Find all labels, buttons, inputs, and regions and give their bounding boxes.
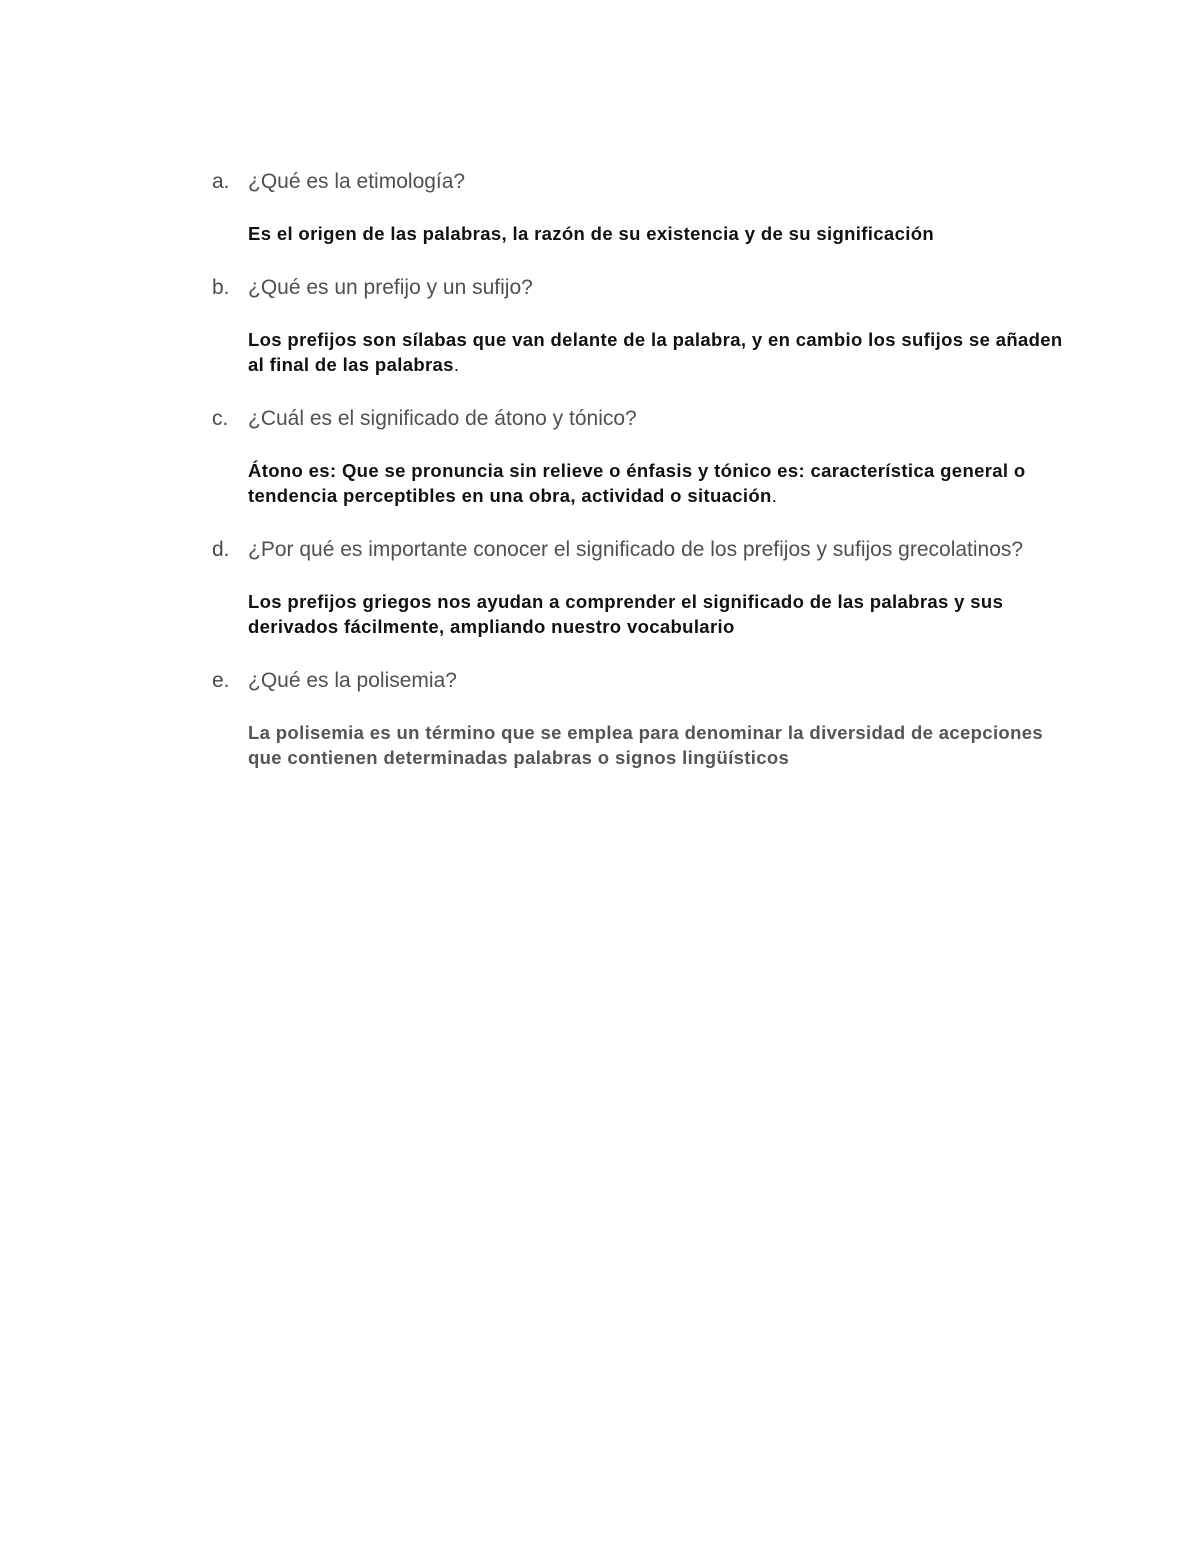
list-marker: d. <box>212 538 230 561</box>
list-marker: c. <box>212 407 229 430</box>
answer-body: Los prefijos griegos nos ayudan a comprender el significado de las palabras y sus derivados fácilmente, ampliando nuestro vocabulario <box>248 591 1004 637</box>
answer-period: . <box>771 485 778 506</box>
answer-text <box>248 221 1072 246</box>
answer-body: Átono es: Que se pronuncia sin relieve o énfasis y tónico es: característica general o tendencia perceptibles en una obra, actividad o situación <box>248 460 1026 506</box>
answer-body: Es el origen de las palabras, la razón de su existencia y de su significación <box>248 223 935 244</box>
question-text: ¿Cuál es el significado de átono y tónico? <box>248 407 637 430</box>
answer-period: . <box>453 354 460 375</box>
answer-text <box>248 327 1072 377</box>
list-marker: b. <box>212 276 230 299</box>
question-text: ¿Qué es la etimología? <box>248 170 466 193</box>
answer-body: La polisemia es un término que se emplea para denominar la diversidad de acepciones que contienen determinadas palabras o signos lingüísticos <box>248 722 1044 768</box>
list-marker: e. <box>212 669 230 692</box>
list-marker: a. <box>212 170 230 193</box>
question-item-b <box>212 274 1072 377</box>
question-item-a <box>212 168 1072 246</box>
answer-text <box>248 720 1072 770</box>
answer-body: Los prefijos son sílabas que van delante de la palabra, y en cambio los sufijos se añaden al final de las palabras <box>248 329 1063 375</box>
question-text: ¿Por qué es importante conocer el significado de los prefijos y sufijos grecolatinos? <box>248 538 1024 561</box>
answer-text <box>248 458 1072 508</box>
question-text: ¿Qué es la polisemia? <box>248 669 457 692</box>
question-item-e <box>212 667 1072 770</box>
question-list <box>212 168 1072 770</box>
question-text: ¿Qué es un prefijo y un sufijo? <box>248 276 533 299</box>
answer-text <box>248 589 1072 639</box>
question-item-c <box>212 405 1072 508</box>
question-item-d <box>212 536 1072 639</box>
